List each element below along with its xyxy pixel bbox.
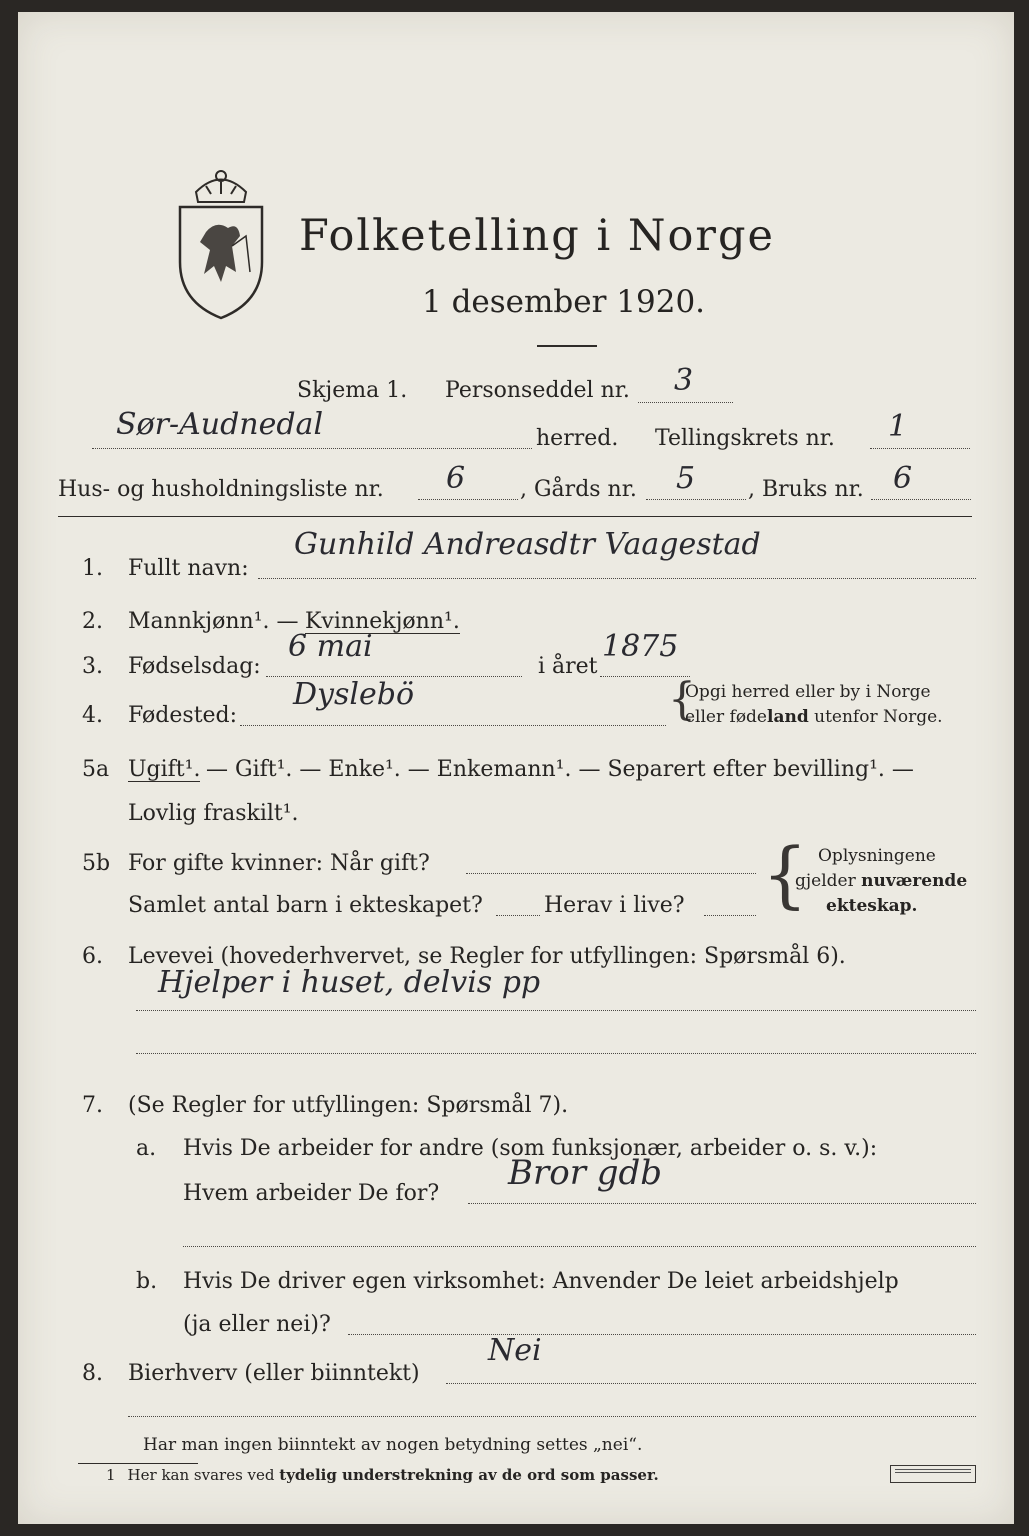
q7a-value[interactable]: Bror gdb — [508, 1153, 663, 1193]
tellingskrets-label: Tellingskrets nr. — [655, 426, 835, 451]
q3-number: 3. — [82, 654, 103, 679]
q7-number: 7. — [82, 1093, 103, 1118]
q7a-line1: Hvis De arbeider for andre (som funksjonær, arbeider o. s. v.): — [183, 1136, 878, 1161]
section-divider — [58, 516, 972, 517]
q3-year-label: i året — [538, 654, 598, 679]
q8-label: Bierhverv (eller biinntekt) — [128, 1361, 420, 1386]
form-subtitle: 1 desember 1920. — [422, 284, 706, 320]
q3-label: Fødselsdag: — [128, 654, 261, 679]
q6-line2 — [136, 1053, 976, 1054]
q5a-other-options: — Gift¹. — Enke¹. — Enkemann¹. — Separert efter bevilling¹. — — [206, 757, 914, 782]
q5a-number: 5a — [82, 757, 110, 782]
q3-day-value[interactable]: 6 mai — [288, 629, 373, 664]
q4-note-line1: Opgi herred eller by i Norge — [685, 682, 931, 702]
herred-value[interactable]: Sør-Audnedal — [116, 407, 324, 442]
q7a-answer-line2 — [183, 1246, 976, 1247]
personseddel-line — [638, 402, 733, 403]
q8-answer-line — [446, 1383, 976, 1384]
gards-line — [646, 499, 746, 500]
footnote-mark: 1 — [106, 1466, 116, 1484]
q2-male-option: Mannkjønn¹. — — [128, 609, 299, 634]
q4-line — [240, 725, 666, 726]
q5b-barn-line — [496, 915, 540, 916]
q5b-live-label: Herav i live? — [544, 893, 685, 918]
q1-number: 1. — [82, 556, 103, 581]
q2-female-option: Kvinnekjønn¹. — [305, 609, 460, 634]
q1-line — [258, 578, 976, 579]
q4-note-brace: { — [668, 674, 696, 725]
q5b-note-line3: ekteskap. — [826, 896, 918, 916]
q6-line1 — [136, 1010, 976, 1011]
footnote: 1 Her kan svares ved tydelig understrekning av de ord som passer. — [106, 1466, 659, 1484]
hus-line — [418, 499, 518, 500]
q3-year-value[interactable]: 1875 — [602, 629, 679, 664]
q7b-line1: Hvis De driver egen virksomhet: Anvender De leiet arbeidshjelp — [183, 1269, 899, 1294]
bruks-line — [871, 499, 971, 500]
herred-label: herred. — [536, 426, 619, 451]
q6-value[interactable]: Hjelper i huset, delvis pp — [158, 965, 541, 1000]
coat-of-arms-logo — [166, 162, 276, 322]
bruks-value[interactable]: 6 — [893, 461, 913, 496]
hus-label: Hus- og husholdningsliste nr. — [58, 477, 384, 502]
q5a-line2: Lovlig fraskilt¹. — [128, 801, 299, 826]
gards-value[interactable]: 5 — [676, 461, 696, 496]
bruks-label: , Bruks nr. — [748, 477, 864, 502]
q5b-barn-label: Samlet antal barn i ekteskapet? — [128, 893, 483, 918]
q5b-note-line1: Oplysningene — [818, 846, 936, 866]
q8-number: 8. — [82, 1361, 103, 1386]
q7a-answer-line — [468, 1203, 976, 1204]
q5b-line1: For gifte kvinner: Når gift? — [128, 851, 430, 876]
q5b-gift-line — [466, 873, 756, 874]
q5b-note-line2: gjelder nuværende — [795, 871, 968, 891]
hus-value[interactable]: 6 — [446, 461, 466, 496]
q8-answer-line2 — [128, 1416, 976, 1417]
q4-value[interactable]: Dyslebö — [293, 677, 415, 712]
q4-label: Fødested: — [128, 703, 238, 728]
form-title: Folketelling i Norge — [299, 211, 775, 261]
q7a-letter: a. — [136, 1136, 157, 1161]
q1-value[interactable]: Gunhild Andreasdtr Vaagestad — [294, 527, 761, 562]
q8-value[interactable]: Nei — [488, 1333, 542, 1368]
herred-line — [92, 448, 532, 449]
q6-label: Levevei (hovederhvervet, se Regler for utfyllingen: Spørsmål 6). — [128, 944, 846, 969]
q6-number: 6. — [82, 944, 103, 969]
q7a-line2: Hvem arbeider De for? — [183, 1181, 440, 1206]
footer-note: Har man ingen biinntekt av nogen betydning settes „nei“. — [143, 1435, 643, 1455]
q4-number: 4. — [82, 703, 103, 728]
q5a-ugift-option: Ugift¹. — [128, 757, 201, 782]
q1-label: Fullt navn: — [128, 556, 249, 581]
title-divider — [537, 345, 597, 347]
q7b-line2: (ja eller nei)? — [183, 1312, 331, 1337]
personseddel-label: Personseddel nr. — [445, 378, 630, 403]
skjema-label: Skjema 1. — [297, 378, 408, 403]
tellingskrets-value[interactable]: 1 — [888, 409, 908, 444]
personseddel-value[interactable]: 3 — [674, 363, 694, 398]
gards-label: , Gårds nr. — [520, 477, 637, 502]
q7b-letter: b. — [136, 1269, 158, 1294]
q7-label: (Se Regler for utfyllingen: Spørsmål 7). — [128, 1093, 569, 1118]
q5b-note-brace: { — [762, 832, 808, 916]
census-form-sheet — [18, 12, 1014, 1524]
q7b-answer-line — [348, 1334, 976, 1335]
footer-divider — [78, 1463, 198, 1464]
q5b-number: 5b — [82, 851, 111, 876]
printer-stamp — [890, 1465, 976, 1483]
q5b-live-line — [704, 915, 756, 916]
q4-note-line2: eller fødeland utenfor Norge. — [685, 707, 943, 727]
q2-number: 2. — [82, 609, 103, 634]
tellingskrets-line — [870, 448, 970, 449]
